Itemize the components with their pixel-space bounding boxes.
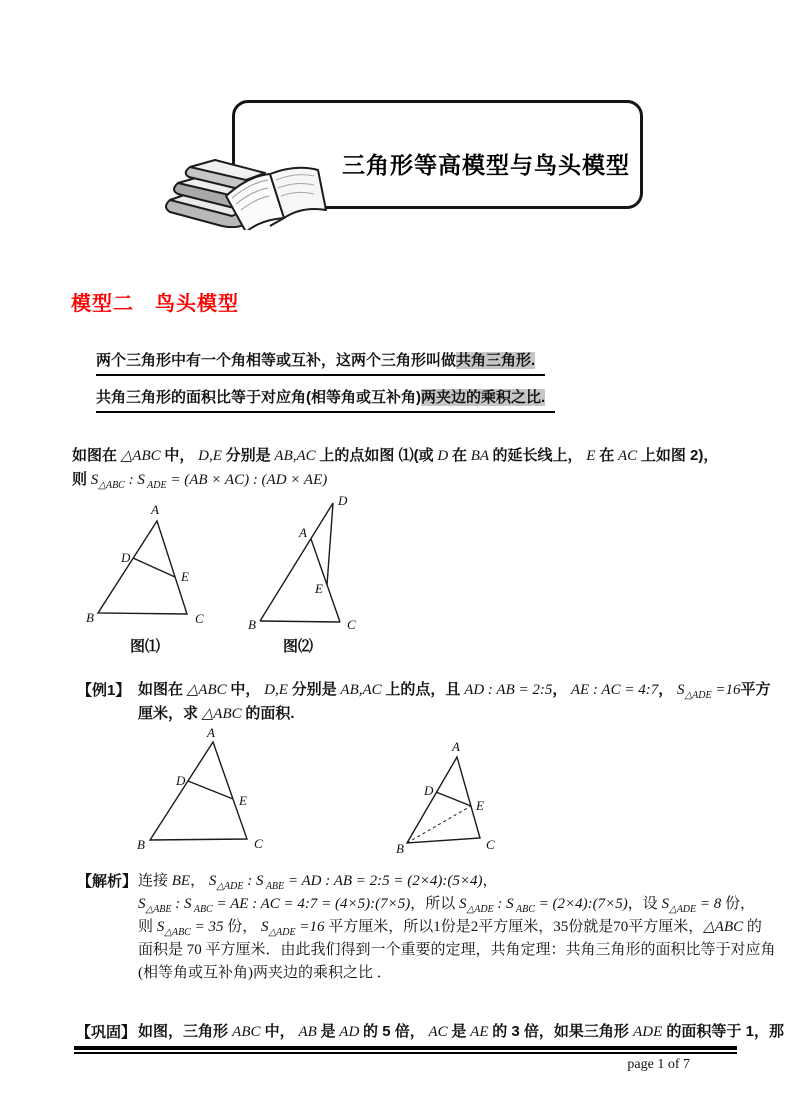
segment-bd [260, 503, 333, 621]
vertex-label-c: C [347, 617, 356, 632]
vertex-label-e: E [181, 569, 189, 584]
segment-de [436, 792, 471, 806]
rule-statement-1: 两个三角形中有一个角相等或互补，这两个三角形叫做共角三角形. [96, 350, 545, 376]
vertex-label-d: D [176, 773, 186, 788]
footer-divider [74, 1046, 737, 1054]
rule-statement-2: 共角三角形的面积比等于对应角(相等角或互补角)两夹边的乘积之比. [96, 387, 555, 413]
page-title: 三角形等高模型与鸟头模型 [342, 152, 630, 178]
footer-page-number: page 1 of 7 [627, 1057, 690, 1072]
vertex-label-c: C [486, 837, 495, 852]
segment-de [188, 781, 233, 799]
vertex-label-a: A [151, 502, 159, 517]
vertex-label-b: B [396, 841, 404, 856]
books-icon [156, 138, 336, 230]
vertex-label-e: E [315, 581, 323, 596]
intro-line-1: 如图在 △ABC 中， D,E 分别是 AB,AC 上的点如图 ⑴(或 D 在 BA 的延长线上， E 在 AC 上如图 2)， [72, 447, 719, 464]
vertex-label-a: A [452, 739, 460, 754]
vertex-label-c: C [254, 836, 263, 851]
vertex-label-b: B [137, 837, 145, 852]
solution-line-1: 连接 BE， $S_{\triangle ADE}$ : S $_{ABE}$ = AD : AB = 2:5 = (2×4):(5×4)， [138, 873, 498, 892]
vertex-label-d: D [338, 493, 348, 508]
triangle-abc [98, 521, 187, 614]
figure-1-caption: 图⑴ [129, 638, 160, 655]
segment-bc [260, 621, 340, 622]
solution-line-3: 则 $S_{\triangle ABC} = 35$ 份， $S_{\triangle ADE} =16$ 平方厘米，所以1份是2平方厘米，35份就是70平方厘米，△ABC 的 [138, 919, 762, 938]
segment-be-dashed [407, 806, 471, 843]
vertex-label-b: B [86, 610, 94, 625]
solution-line-4: 面积是 70 平方厘米．由此我们得到一个重要的定理，共角定理：共角三角形的面积比等于对应角 [138, 942, 776, 958]
triangle-abc [150, 742, 247, 840]
segment-de [133, 558, 175, 577]
solution-line-2: $S_{\triangle ABE}$ : S $_{ABC}$ = AE : AC = 4:7 = (4×5):(7×5)，所以 $S_{\triangle ADE}$ : S $_{ABC}$ = (2×4):(7×5)，设 $S_{\triangle ADE} = 8$ 份， [138, 896, 756, 915]
example1-line-2: 厘米，求 △ABC 的面积. [138, 705, 295, 722]
consolidate-line-1: 如图，三角形 ABC 中， AB 是 AD 的 5 倍， AC 是 AE 的 3 倍，如果三角形 ADE 的面积等于 1，那 [138, 1023, 784, 1040]
segment-de [327, 503, 333, 585]
solution-label: 【解析】 [77, 873, 138, 890]
section-heading: 模型二 鸟头模型 [71, 293, 239, 315]
vertex-label-b: B [248, 617, 256, 632]
consolidate-label: 【巩固】 [76, 1024, 137, 1041]
solution-line-5: (相等角或互补角)两夹边的乘积之比 ． [138, 965, 392, 981]
example1-line-1: 如图在 △ABC 中， D,E 分别是 AB,AC 上的点，且 AD : AB = 2:5， AE : AC = 4:7， $S_{\triangle ADE} =16$平方 [138, 681, 771, 701]
example1-label: 【例1】 [77, 682, 131, 699]
figure-4-diagram [395, 740, 505, 860]
vertex-label-c: C [195, 611, 204, 626]
vertex-label-d: D [424, 783, 434, 798]
figure-2-diagram [245, 495, 360, 630]
vertex-label-e: E [476, 798, 484, 813]
figure-2-caption: 图⑵ [282, 638, 313, 655]
vertex-label-d: D [121, 550, 131, 565]
triangle-abc [407, 757, 480, 843]
intro-line-2: 则 $S_{\triangle ABC}$ : S $_{ADE}$ = (AB × AC) : (AD × AE) [72, 471, 328, 491]
vertex-label-e: E [239, 793, 247, 808]
figure-1-diagram [85, 498, 210, 633]
figure-3-diagram [135, 727, 270, 859]
vertex-label-a: A [207, 725, 215, 740]
vertex-label-a: A [299, 525, 307, 540]
